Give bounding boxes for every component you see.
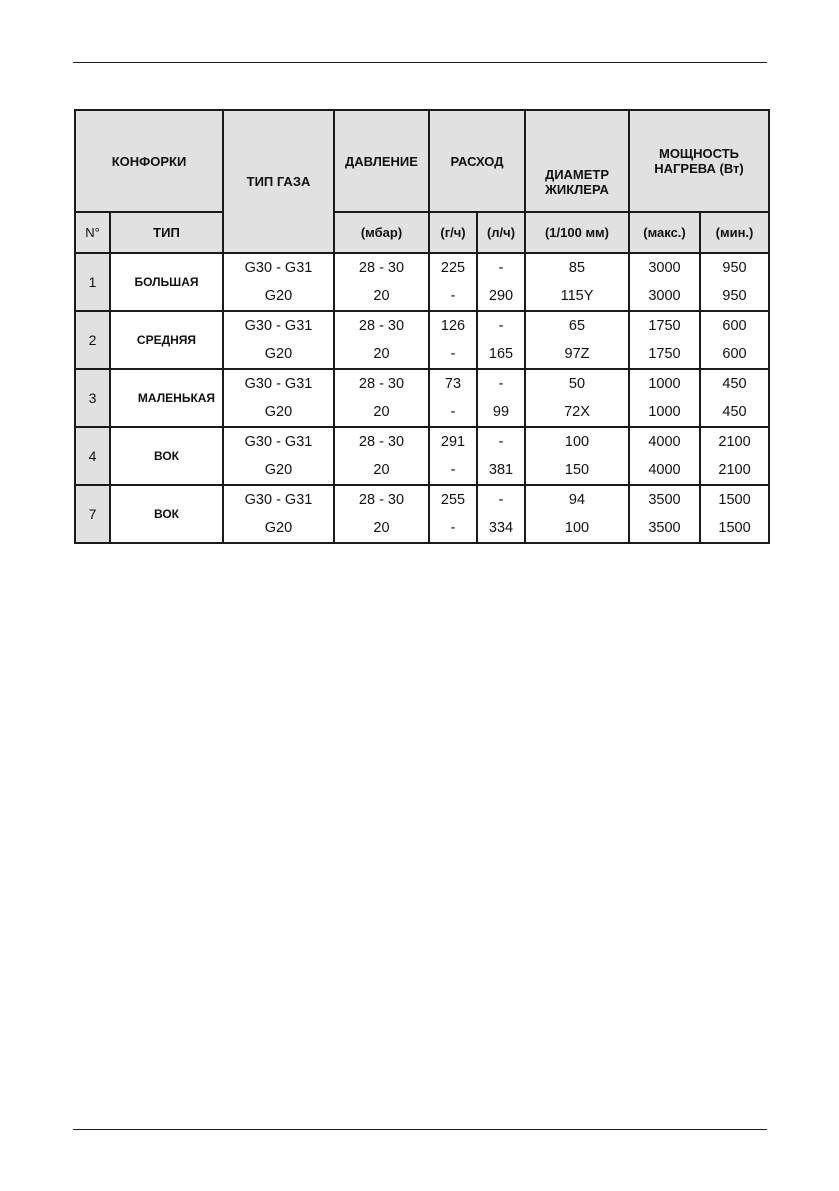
table-row <box>75 369 769 398</box>
header-burners: КОНФОРКИ <box>75 110 223 212</box>
burner-number: 1 <box>75 253 110 311</box>
header-num: N° <box>75 212 110 253</box>
header-pressure-unit: (мбар) <box>334 212 429 253</box>
diameter-value: 50 <box>525 369 629 398</box>
flow-lh-value: 290 <box>477 282 525 311</box>
pressure-value: 28 - 30 <box>334 253 429 282</box>
flow-gh-value: - <box>429 340 477 369</box>
pressure-value: 20 <box>334 456 429 485</box>
header-jet-diameter-line2: ЖИКЛЕРА <box>545 182 609 197</box>
header-power-line2: НАГРЕВА (Вт) <box>654 161 744 176</box>
gas-type: G20 <box>223 340 334 369</box>
burner-type: ВОК <box>110 427 223 485</box>
gas-type: G30 - G31 <box>223 369 334 398</box>
table-row <box>75 427 769 456</box>
flow-gh-value: - <box>429 398 477 427</box>
table-row <box>75 311 769 340</box>
burner-number: 4 <box>75 427 110 485</box>
gas-type: G20 <box>223 398 334 427</box>
pressure-value: 28 - 30 <box>334 485 429 514</box>
gas-type: G30 - G31 <box>223 485 334 514</box>
pressure-value: 20 <box>334 282 429 311</box>
gas-type: G30 - G31 <box>223 427 334 456</box>
power-min-value: 2100 <box>700 427 769 456</box>
flow-lh-value: 99 <box>477 398 525 427</box>
header-type: ТИП <box>110 212 223 253</box>
flow-gh-value: - <box>429 514 477 543</box>
diameter-value: 100 <box>525 514 629 543</box>
diameter-value: 100 <box>525 427 629 456</box>
flow-gh-value: 73 <box>429 369 477 398</box>
flow-gh-value: 291 <box>429 427 477 456</box>
header-gas-type: ТИП ГАЗА <box>223 110 334 253</box>
power-min-value: 450 <box>700 398 769 427</box>
header-flow: РАСХОД <box>429 110 525 212</box>
burner-number: 7 <box>75 485 110 543</box>
gas-type: G20 <box>223 282 334 311</box>
power-max-value: 3000 <box>629 282 700 311</box>
header-pressure: ДАВЛЕНИЕ <box>334 110 429 212</box>
header-flow-gh: (г/ч) <box>429 212 477 253</box>
power-max-value: 3500 <box>629 485 700 514</box>
diameter-value: 94 <box>525 485 629 514</box>
power-max-value: 4000 <box>629 456 700 485</box>
header-jet-diameter <box>525 110 629 212</box>
header-rule <box>73 62 767 63</box>
power-min-value: 600 <box>700 311 769 340</box>
power-max-value: 1750 <box>629 340 700 369</box>
header-flow-lh: (л/ч) <box>477 212 525 253</box>
diameter-value: 150 <box>525 456 629 485</box>
flow-lh-value: - <box>477 427 525 456</box>
burner-type: МАЛЕНЬКАЯ <box>110 369 223 427</box>
flow-lh-value: - <box>477 253 525 282</box>
flow-gh-value: - <box>429 282 477 311</box>
diameter-value: 65 <box>525 311 629 340</box>
power-min-value: 950 <box>700 282 769 311</box>
power-max-value: 3500 <box>629 514 700 543</box>
flow-gh-value: - <box>429 456 477 485</box>
footer-rule <box>73 1129 767 1130</box>
power-max-value: 3000 <box>629 253 700 282</box>
flow-lh-value: - <box>477 311 525 340</box>
power-max-value: 1000 <box>629 369 700 398</box>
burner-type: БОЛЬШАЯ <box>110 253 223 311</box>
header-power-line1: МОЩНОСТЬ <box>658 146 740 161</box>
burner-number: 3 <box>75 369 110 427</box>
gas-type: G20 <box>223 514 334 543</box>
flow-lh-value: 381 <box>477 456 525 485</box>
power-max-value: 4000 <box>629 427 700 456</box>
flow-lh-value: 334 <box>477 514 525 543</box>
power-min-value: 450 <box>700 369 769 398</box>
header-diameter-unit: (1/100 мм) <box>525 212 629 253</box>
diameter-value: 85 <box>525 253 629 282</box>
flow-gh-value: 126 <box>429 311 477 340</box>
flow-lh-value: 165 <box>477 340 525 369</box>
pressure-value: 20 <box>334 398 429 427</box>
flow-lh-value: - <box>477 369 525 398</box>
pressure-value: 28 - 30 <box>334 369 429 398</box>
power-min-value: 1500 <box>700 514 769 543</box>
power-min-value: 2100 <box>700 456 769 485</box>
gas-type: G30 - G31 <box>223 253 334 282</box>
burner-gas-table <box>74 109 770 544</box>
burner-type: СРЕДНЯЯ <box>110 311 223 369</box>
pressure-value: 20 <box>334 340 429 369</box>
table-row <box>75 253 769 282</box>
diameter-value: 97Z <box>525 340 629 369</box>
flow-lh-value: - <box>477 485 525 514</box>
power-max-value: 1000 <box>629 398 700 427</box>
gas-type: G30 - G31 <box>223 311 334 340</box>
header-power-max: (макс.) <box>629 212 700 253</box>
burner-number: 2 <box>75 311 110 369</box>
power-max-value: 1750 <box>629 311 700 340</box>
diameter-value: 115Y <box>525 282 629 311</box>
flow-gh-value: 255 <box>429 485 477 514</box>
header-power <box>629 110 769 212</box>
pressure-value: 28 - 30 <box>334 311 429 340</box>
gas-type: G20 <box>223 456 334 485</box>
power-min-value: 1500 <box>700 485 769 514</box>
pressure-value: 20 <box>334 514 429 543</box>
burner-type: ВОК <box>110 485 223 543</box>
pressure-value: 28 - 30 <box>334 427 429 456</box>
flow-gh-value: 225 <box>429 253 477 282</box>
header-power-min: (мин.) <box>700 212 769 253</box>
power-min-value: 950 <box>700 253 769 282</box>
power-min-value: 600 <box>700 340 769 369</box>
header-jet-diameter-line1: ДИАМЕТР <box>544 167 610 182</box>
diameter-value: 72X <box>525 398 629 427</box>
table-row <box>75 485 769 514</box>
